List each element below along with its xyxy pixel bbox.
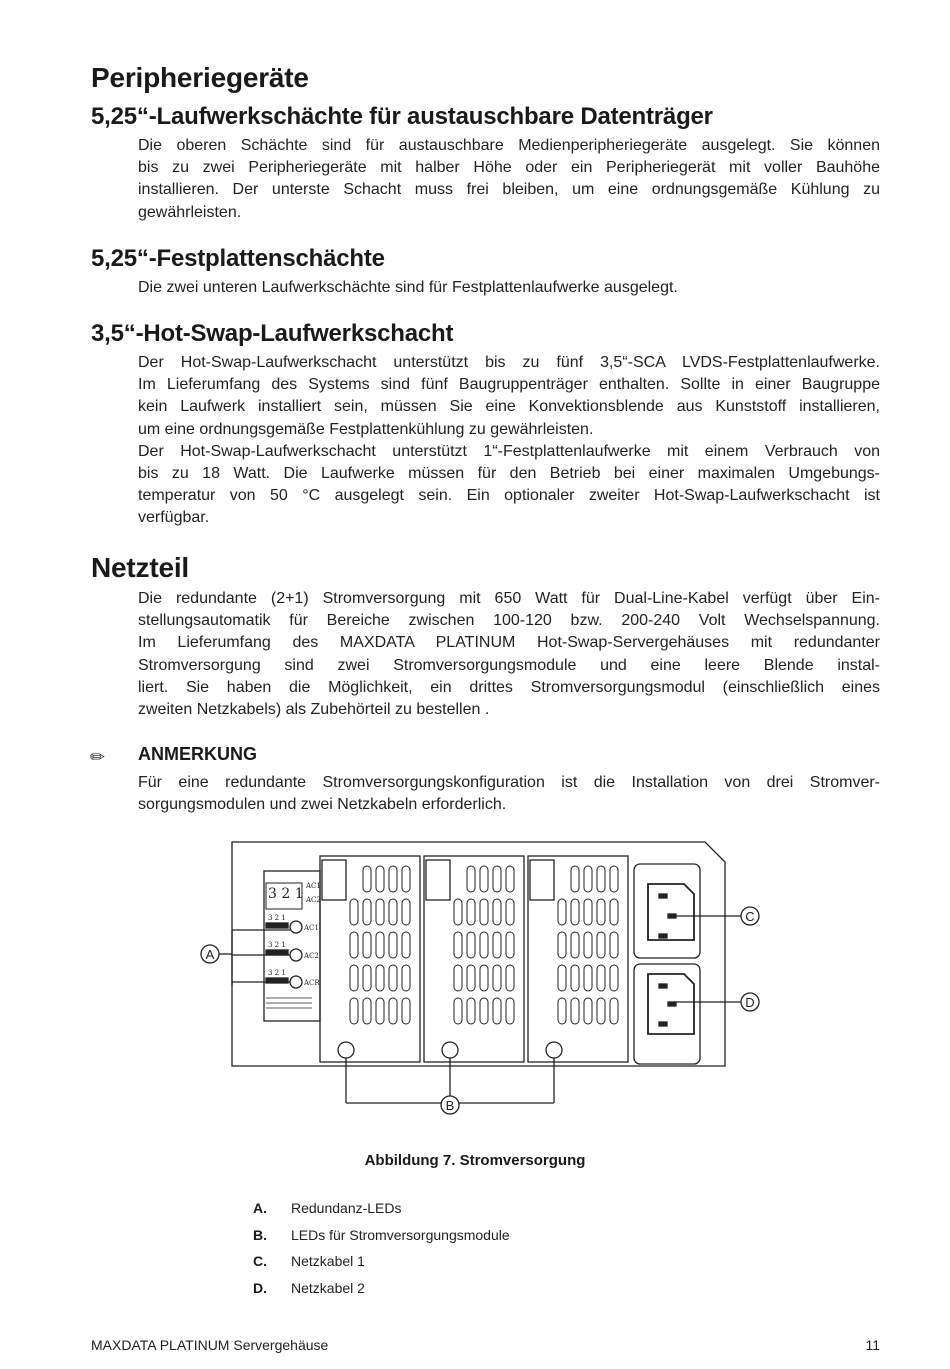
legend-text: Netzkabel 1 (291, 1253, 365, 1269)
vent-slot (597, 899, 605, 925)
vent-slot (454, 899, 462, 925)
module-led-3 (546, 1042, 562, 1058)
vent-slot (558, 965, 566, 991)
vent-slot (571, 998, 579, 1024)
vent-slot (558, 998, 566, 1024)
vent-slot (363, 899, 371, 925)
vent-slot (571, 932, 579, 958)
vent-slot (506, 932, 514, 958)
text-line: verfügbar. (138, 509, 210, 527)
vent-slot (597, 866, 605, 892)
text-line: Der Hot-Swap-Laufwerkschacht unterstützt 1“-Festplattenlaufwerke mit einem Verbrauch von (138, 442, 880, 460)
legend-item (253, 1253, 653, 1275)
text-line: gewährleisten. (138, 203, 242, 221)
vent-slot (389, 866, 397, 892)
vent-slot (402, 899, 410, 925)
vent-slot (610, 866, 618, 892)
footer-title: MAXDATA PLATINUM Servergehäuse (91, 1337, 329, 1353)
callout-a: A (205, 947, 215, 962)
vent-slot (610, 998, 618, 1024)
callout-c: C (745, 909, 755, 924)
heading-hotswap-35: 3,5“-Hot-Swap-Laufwerkschacht (91, 320, 454, 347)
text-line: bis zu 18 Watt. Die Laufwerke müssen für den Betrieb bei einer maximalen Umgebungs- (138, 465, 880, 483)
vent-slot (376, 965, 384, 991)
vent-slot (480, 932, 488, 958)
text-line: Die oberen Schächte sind für austauschbare Medienperipheriegeräte ausgelegt. Sie können (138, 137, 880, 154)
paragraph-hotswap-35 (138, 352, 880, 530)
vent-slot (402, 998, 410, 1024)
figure-caption: Abbildung 7. Stromversorgung (364, 1152, 586, 1169)
led-ac1 (290, 921, 302, 933)
vent-slot (480, 998, 488, 1024)
vent-slot (597, 965, 605, 991)
vent-slot (467, 998, 475, 1024)
module-led-2 (442, 1042, 458, 1058)
psu-module-2 (424, 856, 524, 1062)
vent-slot (389, 899, 397, 925)
legend-text: LEDs für Stromversorgungsmodule (291, 1227, 510, 1243)
psu-module-3 (528, 856, 628, 1062)
vent-slot (376, 998, 384, 1024)
heading-hdd-525: 5,25“-Festplattenschächte (91, 245, 385, 272)
vent-slot (584, 866, 592, 892)
power-socket-1-frame (634, 864, 700, 958)
vent-slot (363, 998, 371, 1024)
text-line: Für eine redundante Stromversorgungskonfiguration ist die Installation von drei Stromver- (138, 774, 880, 791)
page-number: 11 (865, 1337, 880, 1353)
vent-slot (402, 932, 410, 958)
vent-slot (597, 932, 605, 958)
text-line: Im Lieferumfang des MAXDATA PLATINUM Hot-Swap-Servergehäuses mit redundanter (138, 634, 880, 652)
vent-slot (363, 932, 371, 958)
vent-slot (467, 932, 475, 958)
switch-digits-1: 3 2 1 (268, 914, 286, 922)
vent-slot (610, 932, 618, 958)
vent-slot (493, 998, 501, 1024)
vent-slot (389, 998, 397, 1024)
vent-slot (376, 899, 384, 925)
vent-slot (363, 965, 371, 991)
vent-slot (493, 866, 501, 892)
note-title: ANMERKUNG (138, 744, 257, 764)
vent-slot (402, 866, 410, 892)
vent-slot (480, 965, 488, 991)
vent-slot (506, 965, 514, 991)
text-line: Die redundante (2+1) Stromversorgung mit 650 Watt für Dual-Line-Kabel verfügt über Ein- (138, 590, 880, 607)
legend-key: B. (253, 1227, 267, 1243)
text-line: Die zwei unteren Laufwerkschächte sind für Festplattenlaufwerke ausgelegt. (138, 279, 678, 296)
vent-slot (584, 965, 592, 991)
text-line: zweiten Netzkabels) als Zubehörteil zu bestellen . (138, 701, 490, 719)
vent-slot (350, 932, 358, 958)
switch-digits-2: 3 2 1 (268, 941, 286, 949)
text-line: liert. Sie haben die Möglichkeit, ein drittes Stromversorgungsmodul (einschließlich eines (138, 678, 880, 696)
text-line: um eine ordnungsgemäße Festplattenkühlung zu gewährleisten. (138, 420, 594, 438)
vent-slot (610, 899, 618, 925)
paragraph-note (138, 772, 880, 816)
vent-slot (597, 998, 605, 1024)
vent-slot (558, 932, 566, 958)
vent-slot (467, 866, 475, 892)
callout-b: B (445, 1098, 455, 1113)
text-line: stellungsautomatik für Bereiche zwischen 100-120 bzw. 200-240 Volt Wechselspannung. (138, 612, 880, 630)
vent-slot (571, 866, 579, 892)
switch-digits-3: 3 2 1 (268, 969, 286, 977)
heading-peripherals: Peripheriegeräte (91, 62, 309, 93)
vent-slot (467, 899, 475, 925)
psu-module-1 (320, 856, 420, 1062)
vent-slot (350, 965, 358, 991)
vent-slot (402, 965, 410, 991)
vent-slot (493, 899, 501, 925)
vent-slot (363, 866, 371, 892)
vent-slot (454, 932, 462, 958)
legend-key: C. (253, 1253, 267, 1269)
label-ac1-top: AC1 (306, 882, 321, 890)
power-supply-illustration (200, 838, 770, 1118)
pencil-icon: ✏ (90, 747, 106, 767)
label-ac2-top: AC2 (306, 896, 321, 904)
vent-slot (376, 932, 384, 958)
switch-digits-large: 3 2 1 (268, 886, 304, 902)
paragraph-bays-525 (138, 135, 880, 224)
vent-slot (506, 998, 514, 1024)
legend-item (253, 1280, 653, 1302)
vent-slot (584, 932, 592, 958)
text-line: temperatur von 50 °C ausgelegt sein. Ein optionaler zweiter Hot-Swap-Laufwerkschacht ist (138, 487, 880, 505)
paragraph-hdd-525 (138, 277, 880, 299)
legend-text: Redundanz-LEDs (291, 1200, 402, 1216)
power-socket-1 (648, 884, 694, 940)
legend-item (253, 1200, 653, 1222)
text-line: installieren. Der unterste Schacht muss frei bleiben, um eine ordnungsgemäße Kühlung zu (138, 181, 880, 199)
legend-item (253, 1227, 653, 1249)
vent-slot (571, 899, 579, 925)
legend-key: D. (253, 1280, 267, 1296)
vent-slot (506, 866, 514, 892)
paragraph-psu (138, 588, 880, 721)
heading-bays-525: 5,25“-Laufwerkschächte für austauschbare Datenträger (91, 103, 713, 130)
text-line: Im Lieferumfang des Systems sind fünf Baugruppenträger enthalten. Sollte in einer Baugruppe (138, 376, 880, 394)
vent-slot (467, 965, 475, 991)
text-line: kein Laufwerk installiert sein, müssen Sie eine Konvektionsblende aus Kunststoff installieren, (138, 398, 880, 416)
text-line: Der Hot-Swap-Laufwerkschacht unterstützt bis zu fünf 3,5“-SCA LVDS-Festplattenlaufwerke. (138, 354, 880, 371)
vent-slot (610, 965, 618, 991)
text-line: sorgungsmodulen und zwei Netzkabeln erforderlich. (138, 796, 507, 814)
vent-slot (376, 866, 384, 892)
callout-d: D (745, 995, 755, 1010)
vent-slot (480, 899, 488, 925)
text-line: bis zu zwei Peripheriegeräte mit halber Höhe oder ein Peripheriegerät mit voller Bauhöhe (138, 159, 880, 177)
vent-slot (350, 899, 358, 925)
led-ac2 (290, 949, 302, 961)
vent-slot (389, 965, 397, 991)
vent-slot (584, 998, 592, 1024)
vent-slot (558, 899, 566, 925)
heading-psu: Netzteil (91, 552, 189, 583)
label-ac1: AC1 (304, 924, 319, 932)
legend-key: A. (253, 1200, 267, 1216)
vent-slot (454, 965, 462, 991)
legend-text: Netzkabel 2 (291, 1280, 365, 1296)
led-acr (290, 976, 302, 988)
text-line: Stromversorgung sind zwei Stromversorgungsmodule und eine leere Blende instal- (138, 656, 880, 674)
vent-slot (584, 899, 592, 925)
vent-slot (493, 932, 501, 958)
vent-slot (350, 998, 358, 1024)
vent-slot (389, 932, 397, 958)
vent-slot (454, 998, 462, 1024)
vent-slot (571, 965, 579, 991)
label-acr: ACR (304, 979, 320, 987)
vent-slot (480, 866, 488, 892)
vent-slot (493, 965, 501, 991)
vent-slot (506, 899, 514, 925)
label-ac2: AC2 (304, 952, 319, 960)
module-led-1 (338, 1042, 354, 1058)
